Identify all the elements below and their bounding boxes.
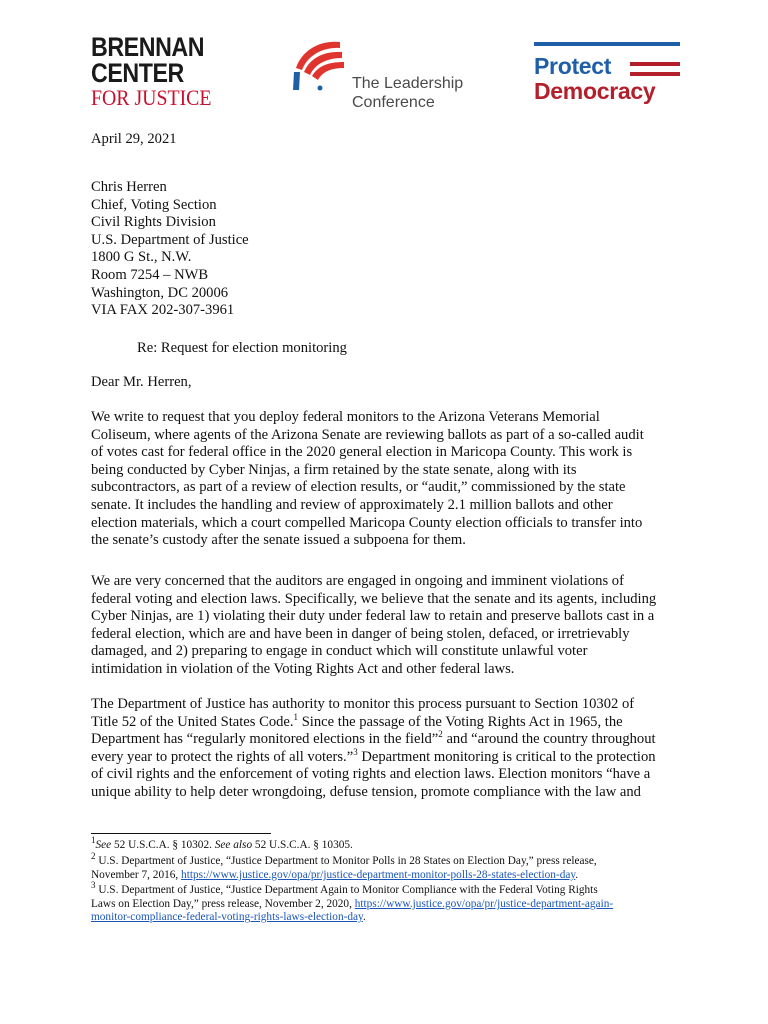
footnote-number: 1 <box>91 835 96 846</box>
paragraph-line: subcontractors, as part of a review of election results, or “audit,” commissioned by the state <box>91 479 626 496</box>
paragraph-line <box>91 711 687 732</box>
address-line: U.S. Department of Justice <box>91 231 249 248</box>
paragraph-line: federal voting and election laws. Specifically, we believe that the senate and its agents, including <box>91 590 657 607</box>
leadership-logo-line1: The Leadership <box>352 75 464 92</box>
leadership-logo-line2: Conference <box>352 94 435 111</box>
letter-date: April 29, 2021 <box>91 131 177 147</box>
text-run: and “around the country throughout <box>442 731 656 748</box>
text-run: Title 52 of the United States Code. <box>91 713 294 730</box>
footnote-link[interactable]: https://www.justice.gov/opa/pr/justice-department-again- <box>354 897 614 910</box>
footnote-text: 52 U.S.C.A. § 10305. <box>252 839 353 851</box>
pd-logo-line2: Democracy <box>534 78 656 104</box>
paragraph-1 <box>91 409 687 550</box>
footnote-text: . <box>575 868 579 881</box>
text-run: Since the passage of the Voting Rights Act in 1965, the <box>298 713 623 730</box>
text-run: Department monitoring is critical to the protection <box>357 748 656 765</box>
paragraph-line <box>91 731 687 749</box>
brennan-center-logo <box>91 34 225 110</box>
footnote-text: U.S. Department of Justice, “Justice Department Again to Monitor Compliance with the Federal Voting Rights <box>95 884 598 896</box>
paragraph-line: the senate’s custody after the senate issued a subpoena for them. <box>91 532 466 549</box>
footnote-text: 52 U.S.C.A. § 10302. <box>111 839 215 851</box>
protect-democracy-logo <box>534 40 680 110</box>
paragraph-line: The Department of Justice has authority to monitor this process pursuant to Section 10302 of <box>91 696 635 712</box>
address-line: Washington, DC 20006 <box>91 284 229 301</box>
paragraph-line: federal election, which are and have been in danger of being stolen, defaced, or irretrievably <box>91 625 630 642</box>
paragraph-line: election materials, which a court compelled Maricopa County election officials to transfer into <box>91 514 643 531</box>
footnote-number: 2 <box>91 851 96 862</box>
footnote-3 <box>91 880 691 925</box>
pd-stripe-blue <box>534 42 680 46</box>
text-run: every year to protect the rights of all voters.” <box>91 748 354 765</box>
footnote-number: 3 <box>91 880 96 891</box>
footnote-signal: See <box>95 839 112 851</box>
footnote-text: . <box>362 911 366 924</box>
footnote-1 <box>91 835 691 853</box>
footnote-link[interactable]: https://www.justice.gov/opa/pr/justice-department-monitor-polls-28-states-election-day <box>181 868 576 881</box>
footnote-divider <box>91 833 271 834</box>
footnote-2 <box>91 851 691 882</box>
paragraph-line: of votes cast for federal office in the 2020 general election in Maricopa County. This work is <box>91 444 633 461</box>
paragraph-line: We write to request that you deploy federal monitors to the Arizona Veterans Memorial <box>91 409 600 425</box>
pd-stripe-red-2 <box>630 72 680 76</box>
text-run: Department has “regularly monitored elections in the field” <box>91 731 439 748</box>
paragraph-line: damaged, and 2) preparing to engage in conduct which will constitute unlawful voter <box>91 643 588 660</box>
address-line: VIA FAX 202-307-3961 <box>91 302 235 319</box>
footnote-text: Laws on Election Day,” press release, November 2, 2020, <box>91 897 355 910</box>
paragraph-line: senate. It includes the handling and review of approximately 2.1 million ballots and other <box>91 496 613 513</box>
address-line: Chris Herren <box>91 179 167 195</box>
pd-logo-line1: Protect <box>534 53 612 79</box>
paragraph-2 <box>91 573 687 679</box>
footnote-ref-3[interactable]: 3 <box>353 746 358 757</box>
paragraph-line: being conducted by Cyber Ninjas, a firm retained by the state senate, along with its <box>91 461 577 478</box>
footnote-signal: See also <box>214 839 253 851</box>
footnote-ref-1[interactable]: 1 <box>293 711 299 722</box>
leadership-conference-logo <box>290 38 480 114</box>
address-line: 1800 G St., N.W. <box>91 249 192 266</box>
paragraph-line: Cyber Ninjas, are 1) violating their duty under federal law to retain and preserve ballots cast in a <box>91 608 655 625</box>
footnote-text: U.S. Department of Justice, “Justice Department to Monitor Polls in 28 States on Election Day,” press release, <box>95 855 597 867</box>
subject-line: Re: Request for election monitoring <box>137 340 347 356</box>
footnote-ref-2[interactable]: 2 <box>438 729 443 740</box>
brennan-logo-line3: FOR JUSTICE <box>91 85 212 110</box>
leadership-swoosh-icon <box>290 38 350 94</box>
address-line: Civil Rights Division <box>91 214 216 231</box>
brennan-logo-line2: CENTER <box>91 58 184 88</box>
address-line: Chief, Voting Section <box>91 196 217 213</box>
footnote-text: November 7, 2016, <box>91 868 182 881</box>
salutation: Dear Mr. Herren, <box>91 374 192 390</box>
paragraph-line: Coliseum, where agents of the Arizona Senate are reviewing ballots as part of a so-called audit <box>91 426 644 443</box>
paragraph-line <box>91 746 687 767</box>
paragraph-line: intimidation in violation of the Voting Rights Act and other federal laws. <box>91 660 515 677</box>
pd-stripe-red-1 <box>630 62 680 66</box>
address-line: Room 7254 – NWB <box>91 266 209 283</box>
footnote-link[interactable]: monitor-compliance-federal-voting-rights-laws-election-day <box>91 911 363 924</box>
brennan-logo-line1: BRENNAN <box>91 32 205 62</box>
paragraph-line: unique ability to help deter wrongdoing, defuse tension, promote compliance with the law and <box>91 783 641 800</box>
paragraph-3 <box>91 696 687 802</box>
paragraph-line: of civil rights and the enforcement of voting rights and election laws. Election monitors “have a <box>91 766 651 783</box>
paragraph-line: We are very concerned that the auditors are engaged in ongoing and imminent violations of <box>91 573 624 589</box>
recipient-address <box>91 179 249 320</box>
